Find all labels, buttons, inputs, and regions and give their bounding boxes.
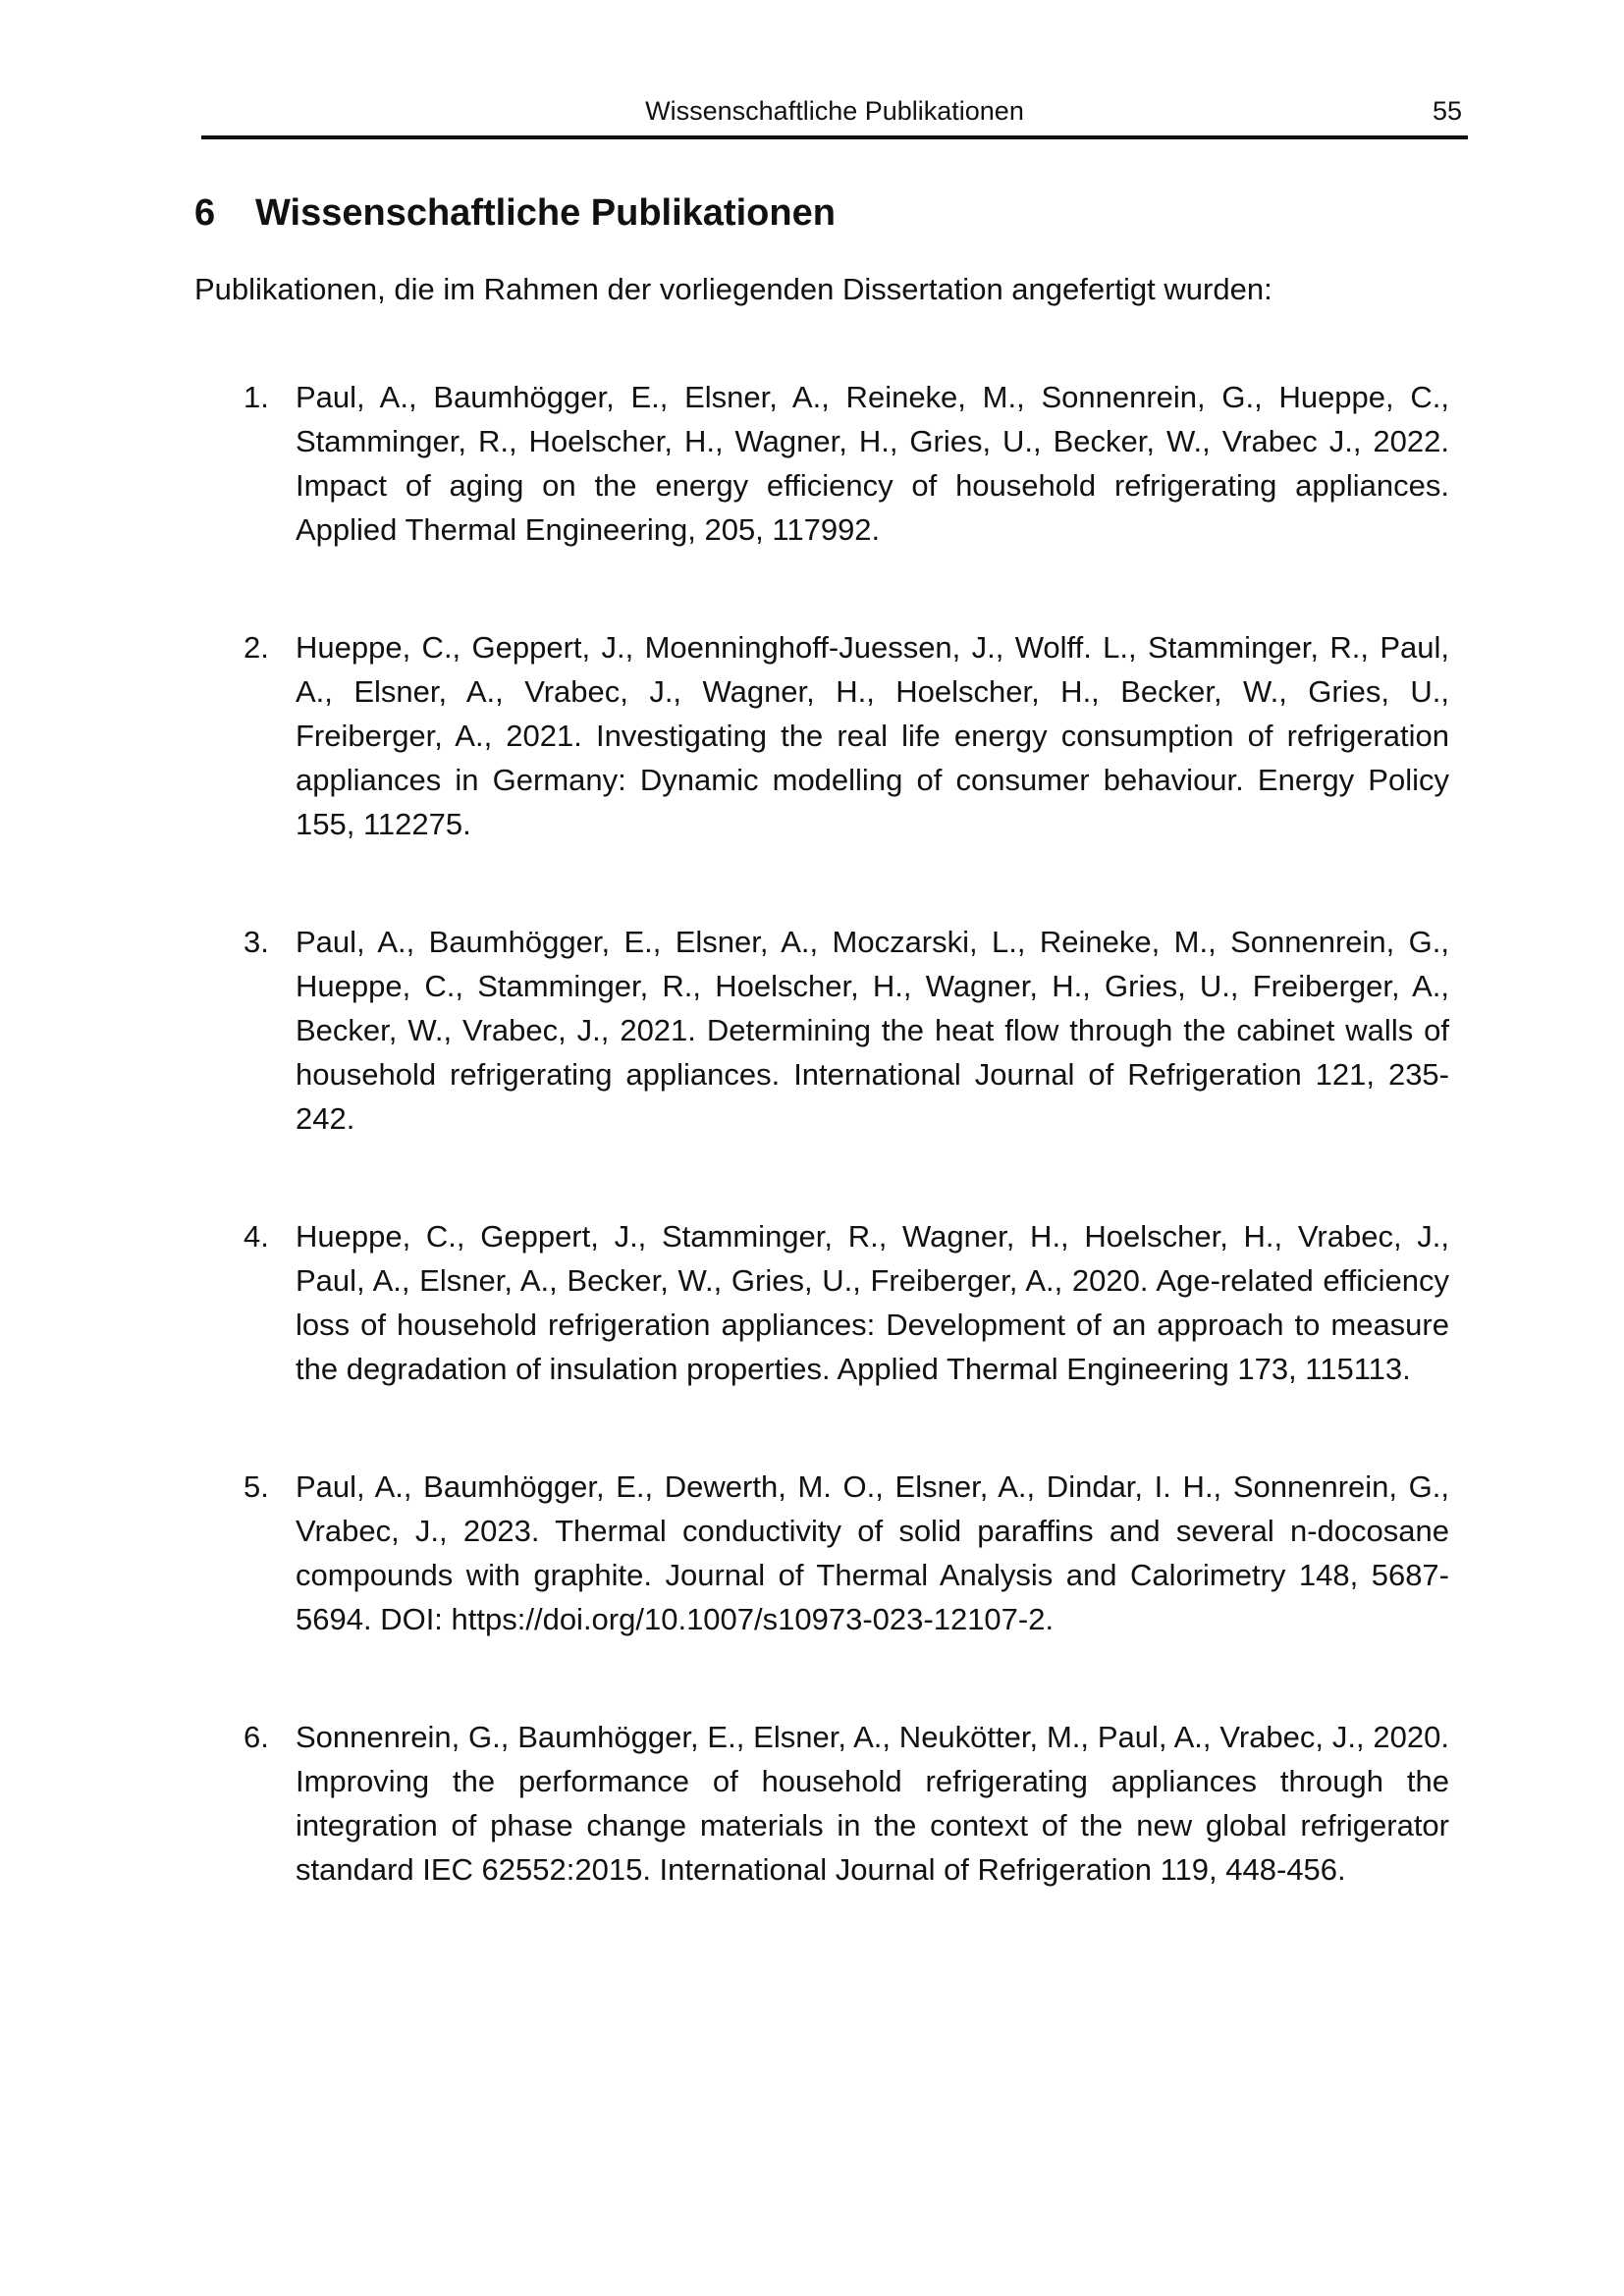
publication-list	[244, 375, 1449, 1965]
publication-citation: Hueppe, C., Geppert, J., Stamminger, R., Wagner, H., Hoelscher, H., Vrabec, J., Paul, A., Elsner, A., Becker, W., Gries, U., Freiberger, A., 2020. Age-related efficiency loss of household refrigeration appliances: Development of an approach to measure the degradation of insulation properties. Applied Thermal Engineering 173, 115113.	[296, 1219, 1449, 1386]
publication-number: 4.	[244, 1219, 269, 1254]
publication-number: 3.	[244, 925, 269, 959]
running-header	[201, 90, 1468, 139]
publication-item	[244, 1214, 1449, 1391]
publication-number: 1.	[244, 380, 269, 414]
chapter-heading	[194, 192, 836, 235]
chapter-number: 6	[194, 192, 216, 234]
publication-item	[244, 1465, 1449, 1641]
intro-paragraph: Publikationen, die im Rahmen der vorliegenden Dissertation angefertigt wurden:	[194, 272, 1272, 306]
publication-item	[244, 625, 1449, 846]
publication-citation: Paul, A., Baumhögger, E., Elsner, A., Moczarski, L., Reineke, M., Sonnenrein, G., Hueppe, C., Stamminger, R., Hoelscher, H., Wagner, H., Gries, U., Freiberger, A., Becker, W., Vrabec, J., 2021. Determining the heat flow through the cabinet walls of household refrigerating appliances. International Journal of Refrigeration 121, 235-242.	[296, 925, 1449, 1136]
publication-item	[244, 375, 1449, 552]
publication-item	[244, 1715, 1449, 1892]
publication-number: 6.	[244, 1720, 269, 1754]
publication-number: 2.	[244, 630, 269, 665]
page-number: 55	[1432, 96, 1462, 126]
running-header-title: Wissenschaftliche Publikationen	[645, 96, 1024, 126]
publication-number: 5.	[244, 1469, 269, 1504]
chapter-title: Wissenschaftliche Publikationen	[255, 192, 836, 234]
publication-citation: Paul, A., Baumhögger, E., Elsner, A., Reineke, M., Sonnenrein, G., Hueppe, C., Stamminger, R., Hoelscher, H., Wagner, H., Gries, U., Becker, W., Vrabec J., 2022. Impact of aging on the energy efficiency of household refrigerating appliances. Applied Thermal Engineering, 205, 117992.	[296, 380, 1449, 547]
publication-citation: Sonnenrein, G., Baumhögger, E., Elsner, A., Neukötter, M., Paul, A., Vrabec, J., 2020. Improving the performance of household refrigerating appliances through the integration of phase change materials in the context of the new global refrigerator standard IEC 62552:2015. International Journal of Refrigeration 119, 448-456.	[296, 1720, 1449, 1887]
publication-citation: Paul, A., Baumhögger, E., Dewerth, M. O., Elsner, A., Dindar, I. H., Sonnenrein, G., Vrabec, J., 2023. Thermal conductivity of solid paraffins and several n-docosane compounds with graphite. Journal of Thermal Analysis and Calorimetry 148, 5687-5694. DOI: https://doi.org/10.1007/s10973-023-12107-2.	[296, 1469, 1449, 1636]
publication-item	[244, 920, 1449, 1141]
publication-citation: Hueppe, C., Geppert, J., Moenninghoff-Juessen, J., Wolff. L., Stamminger, R., Paul, A., Elsner, A., Vrabec, J., Wagner, H., Hoelscher, H., Becker, W., Gries, U., Freiberger, A., 2021. Investigating the real life energy consumption of refrigeration appliances in Germany: Dynamic modelling of consumer behaviour. Energy Policy 155, 112275.	[296, 630, 1449, 841]
